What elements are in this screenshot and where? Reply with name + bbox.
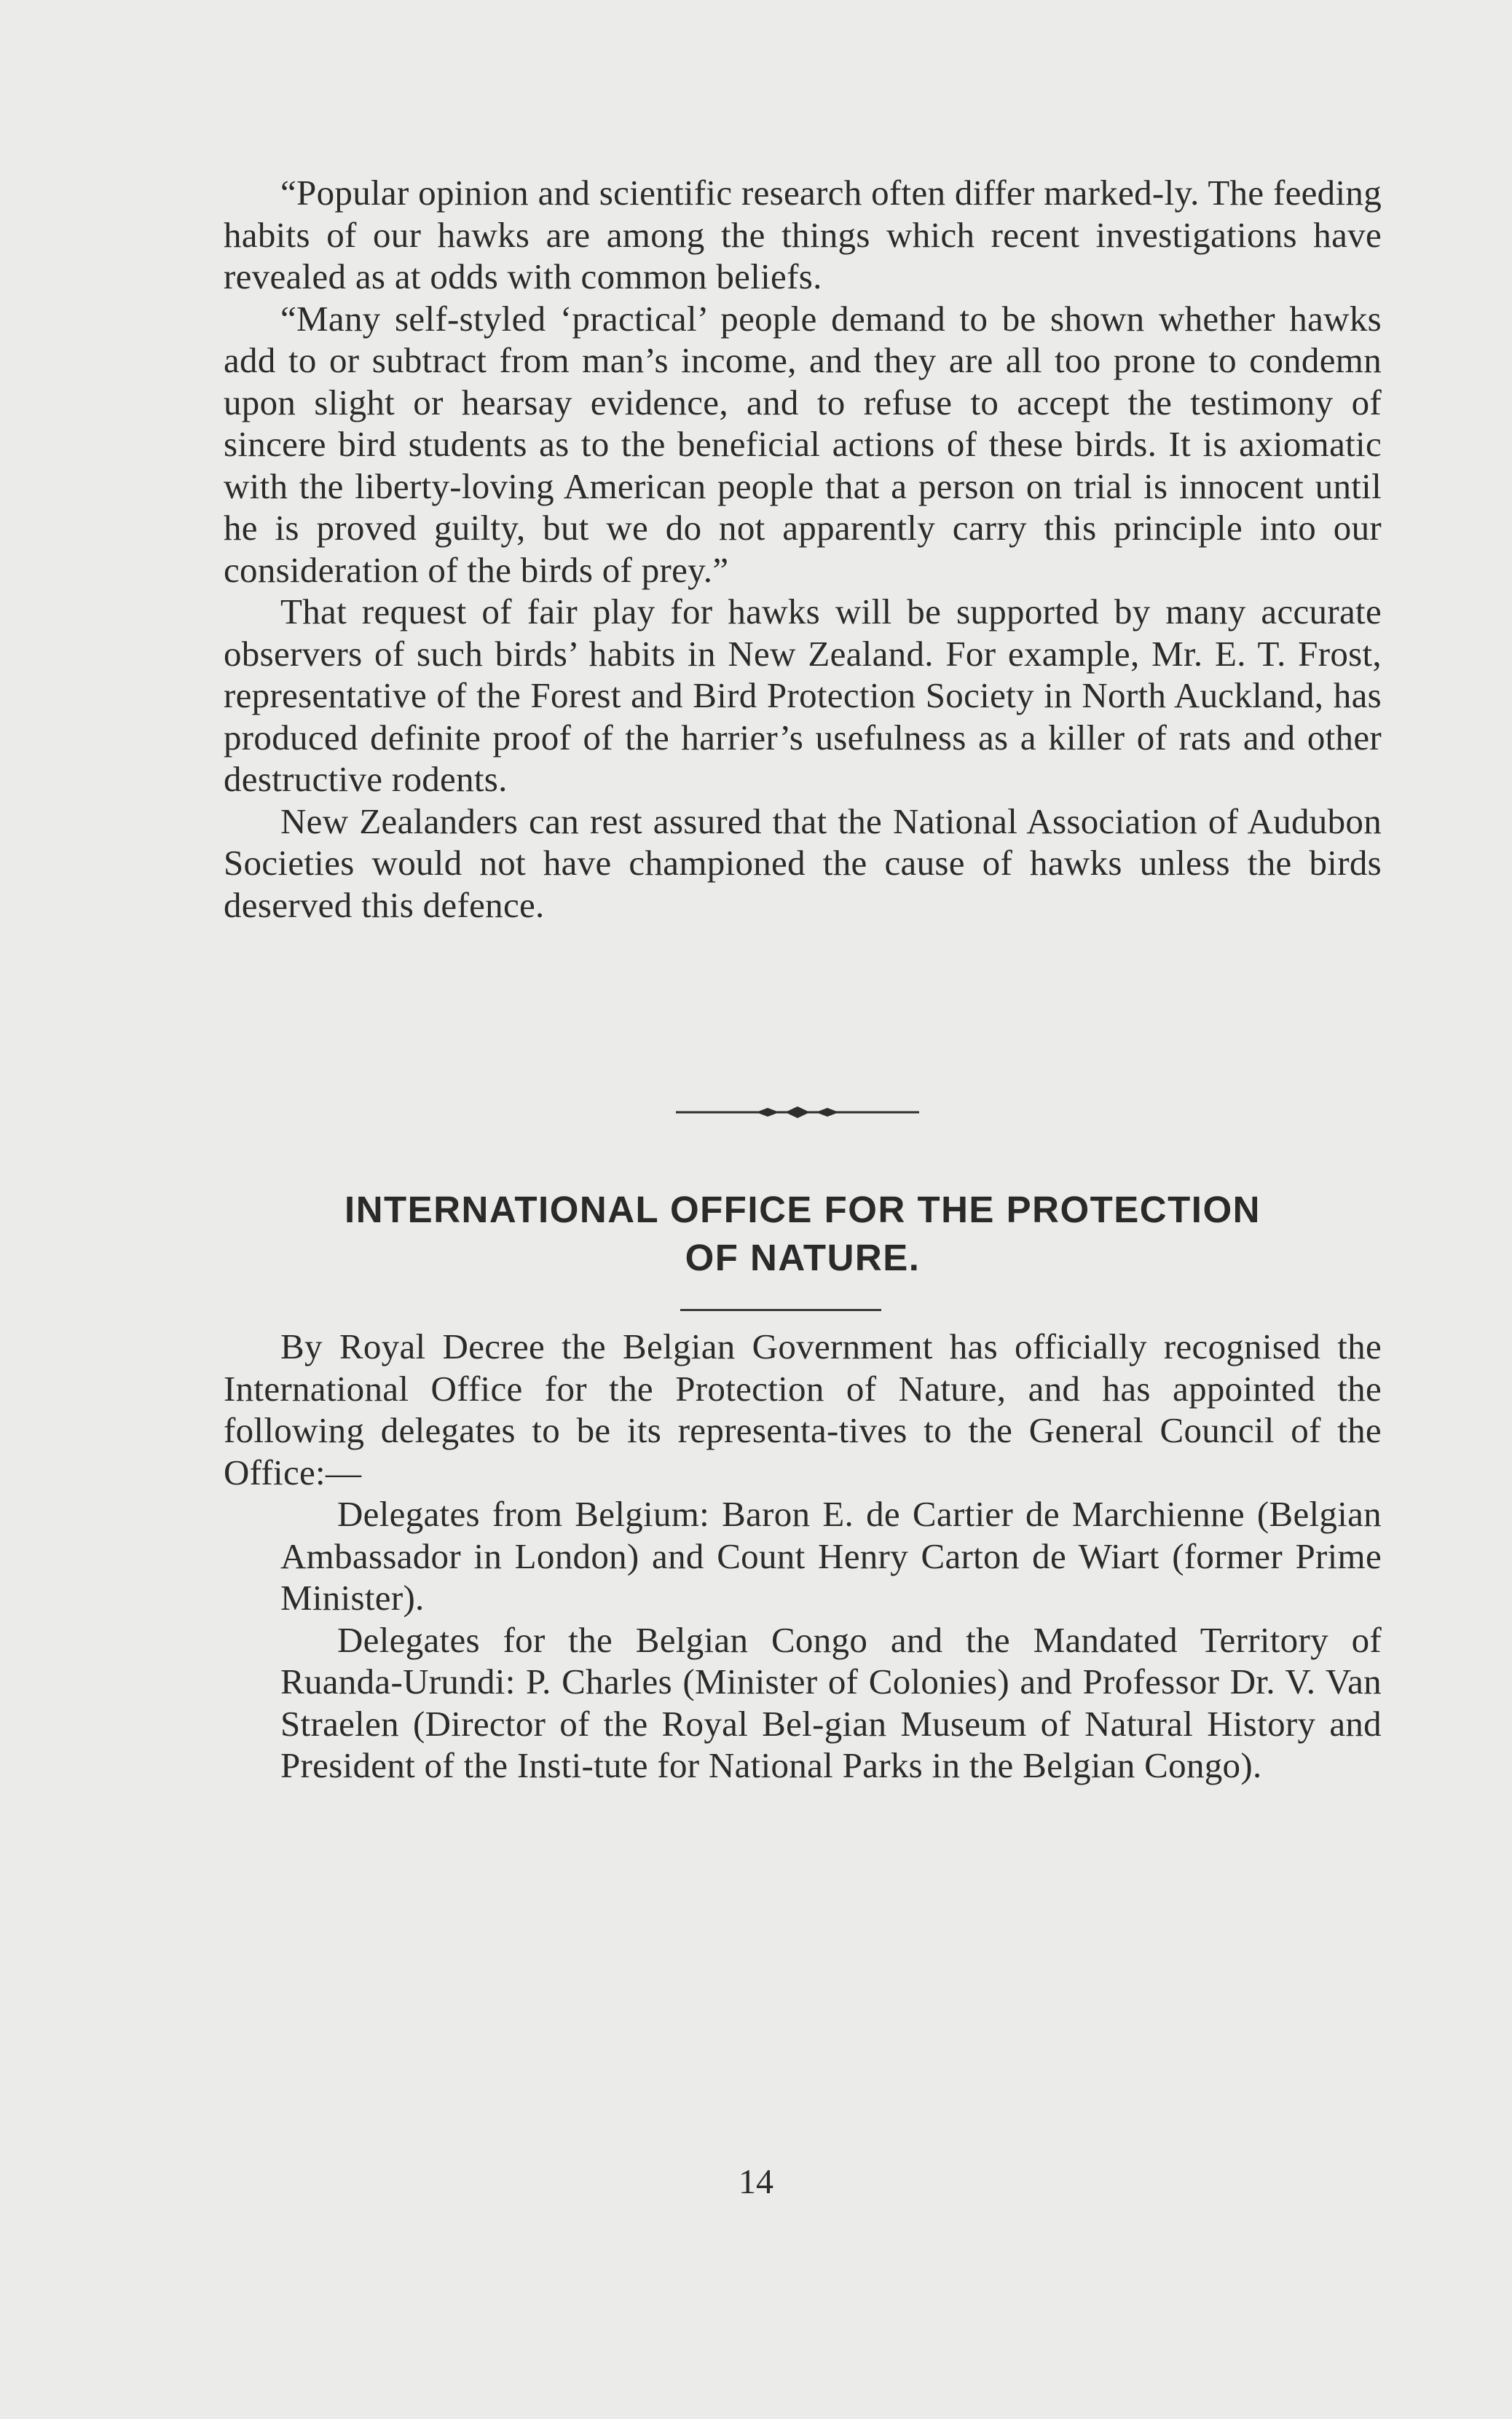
delegates-belgian-congo: Delegates for the Belgian Congo and the Mandated Territory of Ruanda-Urundi: P. Charles (Minister of Colonies) and Professor Dr. V. Van Straelen (Director of the Royal Bel-gian Museum of Natural History and President of the Insti-tute for National Parks in the Belgian Congo). xyxy=(280,1619,1382,1785)
section-body xyxy=(224,1326,1382,1787)
delegates-belgium: Delegates from Belgium: Baron E. de Cartier de Marchienne (Belgian Ambassador in London) and Count Henry Carton de Wiart (former Prime Minister). xyxy=(280,1494,1382,1618)
paragraph-fair-play: That request of fair play for hawks will be supported by many accurate observers of such birds’ habits in New Zealand. For example, Mr. E. T. Frost, representative of the Forest and Bird Protection Society in North Auckland, has produced definite proof of the harrier’s usefulness as a killer of rats and other destructive rodents. xyxy=(224,591,1382,799)
article-continuation xyxy=(224,172,1382,926)
paragraph-royal-decree: By Royal Decree the Belgian Government has officially recognised the International Office for the Protection of Nature, and has appointed the following delegates to be its representa-tives to the General Council of the Office:— xyxy=(224,1326,1382,1492)
section-heading-line-1: INTERNATIONAL OFFICE FOR THE PROTECTION xyxy=(344,1189,1261,1230)
page-number: 14 xyxy=(739,2163,773,2201)
heading-underline-rule xyxy=(680,1309,881,1311)
section-heading xyxy=(224,1186,1382,1282)
paragraph-practical-people: “Many self-styled ‘practical’ people demand to be shown whether hawks add to or subtract from man’s income, and they are all too prone to condemn upon slight or hearsay evidence, and to refuse to accept the testimony of sincere bird students as to the beneficial actions of these birds. It is axiomatic with the liberty-loving American people that a person on trial is innocent until he is proved guilty, but we do not apparently carry this principle into our consideration of the birds of prey.” xyxy=(224,298,1382,590)
paragraph-popular-opinion: “Popular opinion and scientific research often differ marked-ly. The feeding habits of our hawks are among the things which recent investigations have revealed as at odds with common beliefs. xyxy=(224,173,1382,296)
paragraph-new-zealanders: New Zealanders can rest assured that the National Association of Audubon Societies would not have championed the cause of hawks unless the birds deserved this defence. xyxy=(224,801,1382,925)
section-divider-ornament xyxy=(676,1101,919,1123)
section-heading-line-2: OF NATURE. xyxy=(685,1237,921,1278)
